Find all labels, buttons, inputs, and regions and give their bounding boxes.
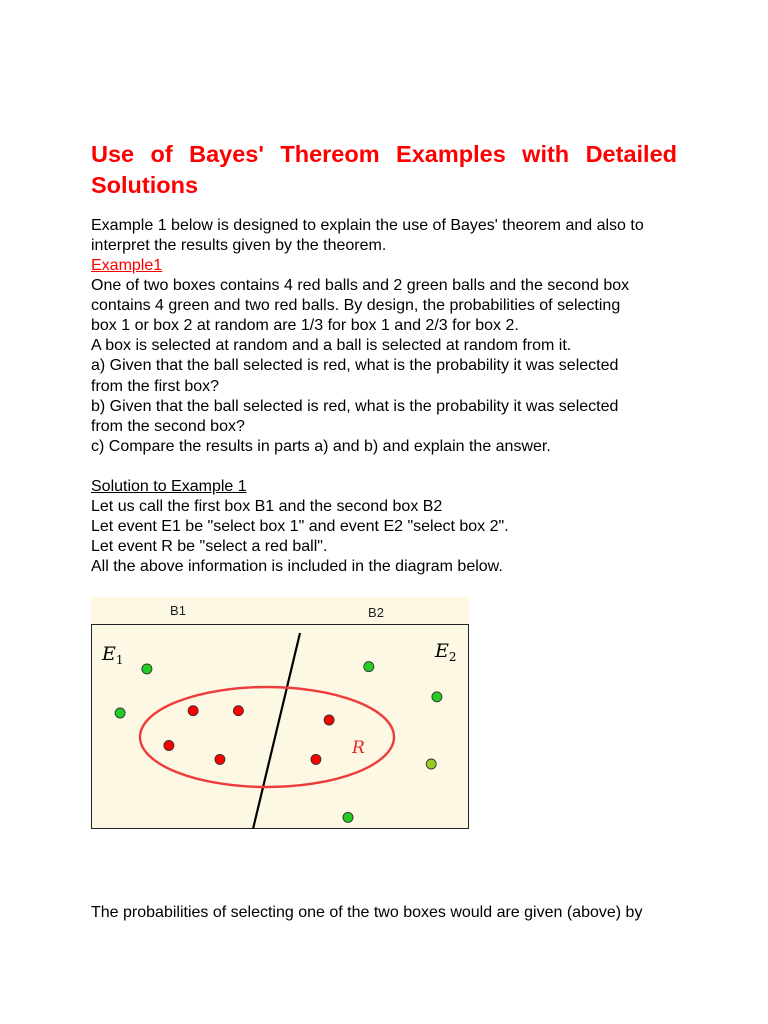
example-line: from the second box? (91, 417, 245, 435)
event-1-label: $E_1$ (102, 643, 124, 667)
event-2-label: $E_2$ (435, 640, 457, 664)
example-line: One of two boxes contains 4 red balls and 2 green balls and the second box (91, 277, 630, 295)
solution-heading: Solution to Example 1 (91, 478, 247, 495)
red-ball (324, 715, 334, 725)
green-ball (364, 662, 374, 672)
bayes-diagram (91, 597, 469, 829)
page-title: Use of Bayes' Thereom Examples with Detailed Solutions (91, 141, 677, 198)
green-ball (343, 812, 353, 822)
green-ball (142, 664, 152, 674)
solution-line: Let event E1 be "select box 1" and event E2 "select box 2". (91, 518, 509, 536)
example-1-section (91, 256, 691, 457)
green-ball (432, 692, 442, 702)
solution-line: All the above information is included in the diagram below. (91, 558, 503, 576)
set-r-label: R (352, 738, 365, 758)
example-line: A box is selected at random and a ball is selected at random from it. (91, 337, 572, 355)
example-line: b) Given that the ball selected is red, what is the probability it was selected (91, 397, 619, 415)
intro-paragraph (91, 216, 691, 256)
red-ball (233, 706, 243, 716)
green-ball (115, 708, 125, 718)
example-line: a) Given that the ball selected is red, what is the probability it was selected (91, 357, 619, 375)
red-ball (311, 754, 321, 764)
red-ball (215, 754, 225, 764)
example-1-link[interactable]: Example1 (91, 257, 163, 274)
solution-line: Let us call the first box B1 and the second box B2 (91, 498, 443, 516)
closing-paragraph: The probabilities of selecting one of the two boxes would are given (above) by (91, 904, 643, 921)
example-line: c) Compare the results in parts a) and b) and explain the answer. (91, 437, 551, 455)
intro-line: Example 1 below is designed to explain the use of Bayes' theorem and also to (91, 217, 644, 234)
red-ball (188, 706, 198, 716)
red-ball (164, 741, 174, 751)
box-1-label: B1 (170, 603, 186, 618)
example-line: from the first box? (91, 377, 220, 395)
example-line: contains 4 green and two red balls. By design, the probabilities of selecting (91, 297, 621, 315)
box-2-label: B2 (368, 605, 384, 620)
solution-section (91, 477, 691, 577)
yellowgreen-ball (426, 759, 436, 769)
solution-line: Let event R be "select a red ball". (91, 538, 328, 556)
example-line: box 1 or box 2 at random are 1/3 for box 1 and 2/3 for box 2. (91, 317, 519, 335)
intro-line: interpret the results given by the theorem. (91, 237, 387, 255)
